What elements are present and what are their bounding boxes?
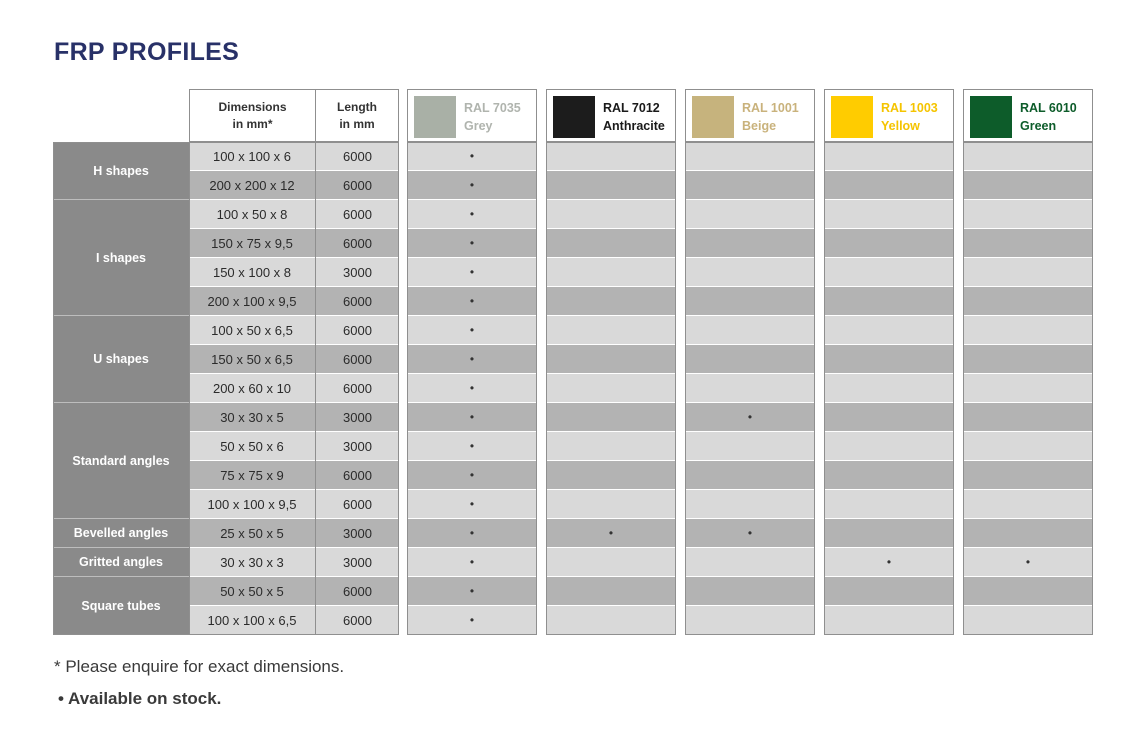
availability-cell	[546, 142, 676, 171]
dimension-cell: 30 x 30 x 5	[189, 403, 316, 432]
availability-cell	[963, 171, 1093, 200]
color-header-anthracite	[546, 89, 676, 142]
length-cell: 6000	[316, 461, 399, 490]
color-swatch-yellow	[831, 96, 873, 138]
stock-dot: •	[469, 294, 475, 308]
availability-cell	[824, 258, 954, 287]
availability-cell	[546, 577, 676, 606]
availability-cell	[963, 519, 1093, 548]
dimension-cell: 75 x 75 x 9	[189, 461, 316, 490]
stock-dot: •	[747, 526, 753, 540]
availability-cell	[685, 258, 815, 287]
availability-cell	[407, 461, 537, 490]
stock-dot: •	[469, 410, 475, 424]
stock-dot: •	[608, 526, 614, 540]
availability-cell	[963, 345, 1093, 374]
group-label: Bevelled angles	[53, 519, 189, 548]
availability-cell	[824, 490, 954, 519]
length-cell: 6000	[316, 577, 399, 606]
header-length-unit: in mm	[339, 116, 375, 131]
availability-cell	[824, 171, 954, 200]
availability-cell	[824, 142, 954, 171]
availability-cell	[407, 519, 537, 548]
dimension-cell: 200 x 100 x 9,5	[189, 287, 316, 316]
availability-cell	[685, 316, 815, 345]
color-name: Anthracite	[603, 119, 665, 133]
color-label-grey	[464, 99, 521, 135]
length-cell: 3000	[316, 432, 399, 461]
availability-cell	[546, 374, 676, 403]
footnote-stock: • Available on stock.	[58, 689, 222, 708]
color-name: Yellow	[881, 119, 920, 133]
availability-cell	[685, 490, 815, 519]
footnote-dimensions: * Please enquire for exact dimensions.	[54, 657, 345, 676]
header-dimensions	[189, 89, 316, 142]
availability-cell	[546, 432, 676, 461]
availability-cell	[824, 200, 954, 229]
length-cell: 6000	[316, 200, 399, 229]
availability-cell	[824, 519, 954, 548]
dimension-cell: 30 x 30 x 3	[189, 548, 316, 577]
availability-cell	[546, 548, 676, 577]
group-label: Standard angles	[53, 403, 189, 519]
color-name: Grey	[464, 119, 493, 133]
availability-cell	[685, 519, 815, 548]
availability-cell	[407, 432, 537, 461]
stock-dot: •	[469, 178, 475, 192]
stock-dot: •	[469, 584, 475, 598]
length-cell: 6000	[316, 229, 399, 258]
length-cell: 6000	[316, 490, 399, 519]
header-length	[315, 89, 399, 142]
stock-dot: •	[469, 526, 475, 540]
availability-cell	[685, 200, 815, 229]
availability-cell	[824, 577, 954, 606]
availability-cell	[963, 374, 1093, 403]
availability-cell	[685, 142, 815, 171]
header-length-label: Length	[337, 99, 377, 114]
color-label-beige	[742, 99, 799, 135]
header-dimensions-label: Dimensions	[218, 99, 287, 114]
availability-cell	[407, 548, 537, 577]
color-swatch-green	[970, 96, 1012, 138]
stock-dot: •	[469, 207, 475, 221]
stock-dot: •	[469, 555, 475, 569]
dimension-cell: 100 x 50 x 6,5	[189, 316, 316, 345]
header-dimensions-unit: in mm*	[232, 116, 273, 131]
page-title: FRP PROFILES	[54, 38, 240, 66]
dimension-cell: 100 x 100 x 9,5	[189, 490, 316, 519]
color-label-green	[1020, 99, 1077, 135]
availability-cell	[407, 229, 537, 258]
availability-cell	[685, 577, 815, 606]
availability-cell	[824, 316, 954, 345]
availability-cell	[546, 316, 676, 345]
availability-cell	[407, 606, 537, 635]
color-code: RAL 1001	[742, 101, 799, 115]
length-cell: 6000	[316, 287, 399, 316]
length-cell: 6000	[316, 142, 399, 171]
color-code: RAL 7012	[603, 101, 660, 115]
availability-cell	[963, 287, 1093, 316]
availability-cell	[963, 200, 1093, 229]
length-cell: 6000	[316, 316, 399, 345]
availability-cell	[546, 403, 676, 432]
availability-cell	[546, 461, 676, 490]
dimension-cell: 100 x 100 x 6,5	[189, 606, 316, 635]
availability-cell	[685, 548, 815, 577]
availability-cell	[407, 287, 537, 316]
availability-cell	[963, 490, 1093, 519]
dimension-cell: 100 x 100 x 6	[189, 142, 316, 171]
stock-dot: •	[469, 613, 475, 627]
group-label: Square tubes	[53, 577, 189, 635]
dimension-cell: 50 x 50 x 6	[189, 432, 316, 461]
color-header-grey	[407, 89, 537, 142]
availability-cell	[546, 229, 676, 258]
length-cell: 3000	[316, 548, 399, 577]
availability-cell	[824, 432, 954, 461]
color-swatch-grey	[414, 96, 456, 138]
length-cell: 6000	[316, 374, 399, 403]
color-swatch-beige	[692, 96, 734, 138]
group-label: Gritted angles	[53, 548, 189, 577]
availability-cell	[963, 548, 1093, 577]
stock-dot: •	[469, 236, 475, 250]
availability-cell	[824, 374, 954, 403]
length-cell: 3000	[316, 403, 399, 432]
dimension-cell: 100 x 50 x 8	[189, 200, 316, 229]
availability-cell	[407, 345, 537, 374]
availability-cell	[685, 287, 815, 316]
availability-cell	[407, 403, 537, 432]
stock-dot: •	[469, 497, 475, 511]
color-code: RAL 7035	[464, 101, 521, 115]
availability-cell	[546, 606, 676, 635]
color-label-anthracite	[603, 99, 665, 135]
availability-cell	[824, 229, 954, 258]
color-name: Beige	[742, 119, 777, 133]
color-swatch-anthracite	[553, 96, 595, 138]
length-cell: 3000	[316, 258, 399, 287]
length-cell: 6000	[316, 606, 399, 635]
stock-dot: •	[469, 381, 475, 395]
availability-cell	[407, 171, 537, 200]
availability-cell	[546, 258, 676, 287]
availability-cell	[963, 403, 1093, 432]
stock-dot: •	[469, 323, 475, 337]
availability-cell	[963, 229, 1093, 258]
stock-dot: •	[469, 439, 475, 453]
availability-cell	[407, 577, 537, 606]
availability-cell	[824, 461, 954, 490]
group-label: U shapes	[53, 316, 189, 403]
color-code: RAL 6010	[1020, 101, 1077, 115]
dimension-cell: 50 x 50 x 5	[189, 577, 316, 606]
availability-cell	[963, 258, 1093, 287]
color-code: RAL 1003	[881, 101, 938, 115]
availability-cell	[685, 461, 815, 490]
availability-cell	[685, 432, 815, 461]
availability-cell	[963, 316, 1093, 345]
availability-cell	[685, 606, 815, 635]
stock-dot: •	[469, 265, 475, 279]
stock-dot: •	[469, 468, 475, 482]
availability-cell	[407, 490, 537, 519]
stock-dot: •	[469, 149, 475, 163]
color-header-green	[963, 89, 1093, 142]
stock-dot: •	[1025, 555, 1031, 569]
availability-cell	[824, 548, 954, 577]
dimension-cell: 200 x 60 x 10	[189, 374, 316, 403]
color-header-yellow	[824, 89, 954, 142]
availability-cell	[407, 258, 537, 287]
length-cell: 6000	[316, 171, 399, 200]
availability-cell	[963, 606, 1093, 635]
availability-cell	[546, 490, 676, 519]
color-name: Green	[1020, 119, 1057, 133]
color-label-yellow	[881, 99, 938, 135]
color-header-beige	[685, 89, 815, 142]
stock-dot: •	[747, 410, 753, 424]
availability-cell	[407, 142, 537, 171]
availability-cell	[546, 171, 676, 200]
availability-cell	[685, 374, 815, 403]
availability-cell	[546, 200, 676, 229]
availability-cell	[963, 432, 1093, 461]
dimension-cell: 25 x 50 x 5	[189, 519, 316, 548]
availability-cell	[824, 606, 954, 635]
availability-cell	[546, 519, 676, 548]
availability-cell	[824, 287, 954, 316]
availability-cell	[407, 316, 537, 345]
availability-cell	[407, 200, 537, 229]
availability-cell	[824, 403, 954, 432]
dimension-cell: 200 x 200 x 12	[189, 171, 316, 200]
availability-cell	[685, 229, 815, 258]
availability-cell	[407, 374, 537, 403]
availability-cell	[685, 171, 815, 200]
availability-cell	[963, 142, 1093, 171]
availability-cell	[546, 345, 676, 374]
group-label: H shapes	[53, 142, 189, 200]
dimension-cell: 150 x 100 x 8	[189, 258, 316, 287]
availability-cell	[963, 461, 1093, 490]
length-cell: 3000	[316, 519, 399, 548]
stock-dot: •	[886, 555, 892, 569]
dimension-cell: 150 x 50 x 6,5	[189, 345, 316, 374]
availability-cell	[685, 403, 815, 432]
availability-cell	[685, 345, 815, 374]
availability-cell	[824, 345, 954, 374]
stock-dot: •	[469, 352, 475, 366]
length-cell: 6000	[316, 345, 399, 374]
dimension-cell: 150 x 75 x 9,5	[189, 229, 316, 258]
availability-cell	[963, 577, 1093, 606]
availability-cell	[546, 287, 676, 316]
group-label: I shapes	[53, 200, 189, 316]
